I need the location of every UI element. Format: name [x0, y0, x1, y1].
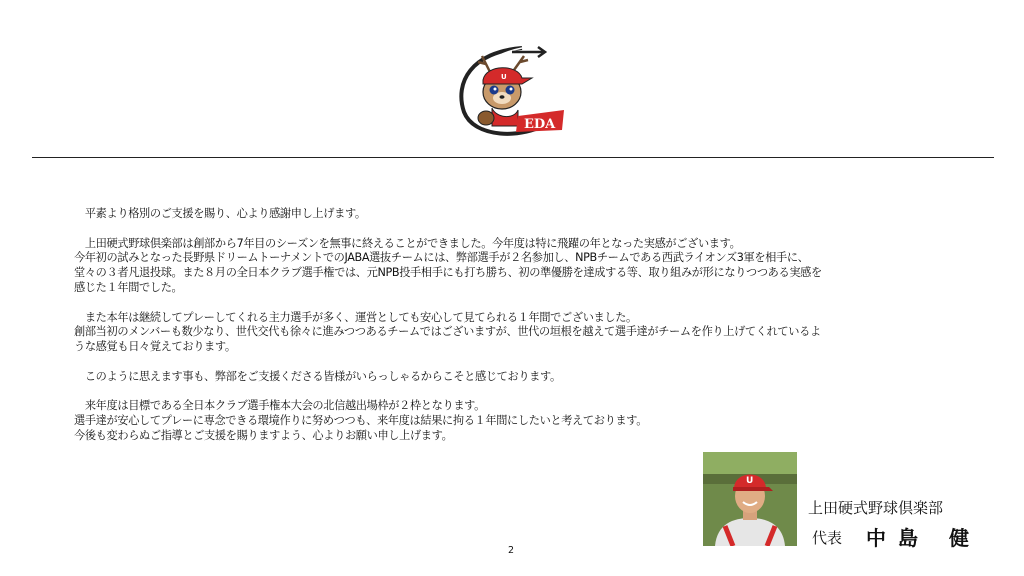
paragraph-line: 堂々の３者凡退投球。また８月の全日本クラブ選手権では、元NPB投手相手にも打ち勝ち、初の準優勝を達成する等、取り組みが形になりつつある実感を [74, 266, 822, 280]
letter-body [74, 207, 974, 459]
paragraph [74, 399, 974, 443]
paragraph-line: 選手達が安心してプレーに専念できる環境作りに努めつつも、来年度は結果に拘る１年間にしたいと考えております。 [74, 414, 648, 428]
header-divider [32, 157, 994, 158]
paragraph [74, 311, 974, 355]
svg-text:U: U [501, 73, 507, 81]
paragraph-line: 創部当初のメンバーも数少なり、世代交代も徐々に進みつつあるチームではございますが、世代の垣根を越えて選手達がチームを作り上げてくれているよ [74, 325, 821, 339]
paragraph [74, 207, 974, 222]
representative-label: 代表 [812, 529, 843, 547]
representative-photo [703, 452, 797, 546]
logo-text: EDA [524, 117, 556, 132]
svg-text:U: U [746, 476, 754, 486]
paragraph-line: 感じた１年間でした。 [74, 280, 183, 294]
paragraph-line: このように思えます事も、弊部をご支援くださる皆様がいらっしゃるからこそと感じております。 [74, 369, 561, 383]
paragraph-line: 来年度は目標である全日本クラブ選手権本大会の北信越出場枠が２枠となります。 [74, 399, 485, 413]
paragraph-line: 平素より格別のご支援を賜り、心より感謝申し上げます。 [74, 207, 366, 220]
paragraph-line: また本年は継続してプレーしてくれる主力選手が多く、運営としても安心して見てられる１年間でございました。 [74, 310, 637, 324]
paragraph-line: 上田硬式野球倶楽部は創部から7年目のシーズンを無事に終えることができました。今年度は特に飛躍の年となった実感がございます。 [74, 236, 741, 250]
paragraph [74, 237, 974, 296]
club-logo [452, 42, 572, 142]
paragraph-line: 今後も変わらぬご指導とご支援を賜りますよう、心よりお願い申し上げます。 [74, 428, 453, 442]
page-number: 2 [508, 545, 515, 556]
paragraph [74, 370, 974, 385]
paragraph-line: うな感覚も日々覚えております。 [74, 340, 236, 354]
representative-name: 中島 健 [866, 526, 981, 550]
paragraph-line: 今年初の試みとなった長野県ドリームトーナメントでのJABA選抜チームには、弊部選手が２名参加し、NPBチームである西武ライオンズ3軍を相手に、 [74, 251, 809, 265]
club-name: 上田硬式野球倶楽部 [808, 499, 944, 517]
